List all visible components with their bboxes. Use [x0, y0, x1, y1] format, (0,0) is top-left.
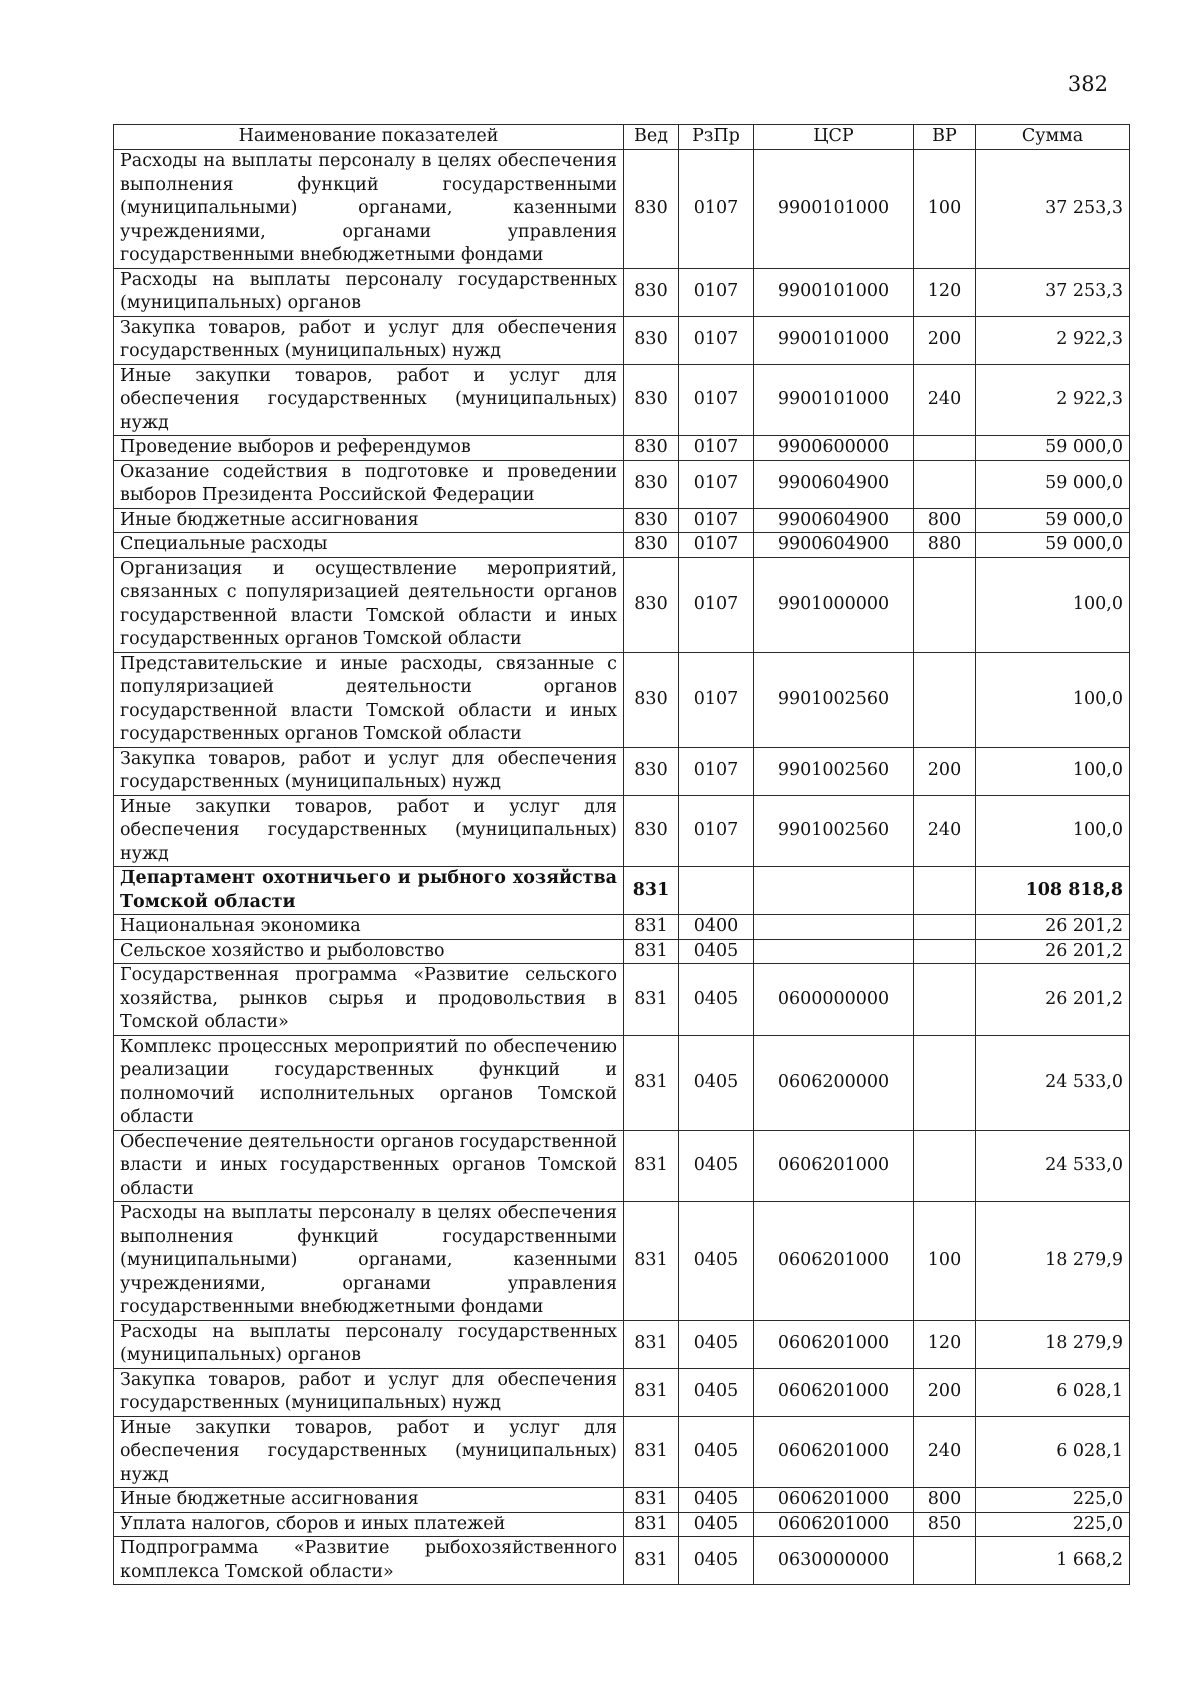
cell-sum: 59 000,0: [976, 533, 1130, 558]
cell-ved: 831: [624, 867, 679, 915]
cell-csr: 0630000000: [754, 1537, 914, 1585]
table-row: [114, 460, 1130, 508]
cell-csr: 9900101000: [754, 364, 914, 436]
cell-ved: 831: [624, 1035, 679, 1130]
header-row: [114, 125, 1130, 150]
cell-sum: 24 533,0: [976, 1130, 1130, 1202]
cell-ved: 831: [624, 1512, 679, 1537]
table-row: [114, 1320, 1130, 1368]
cell-vr: [914, 939, 976, 964]
table-row: [114, 557, 1130, 652]
cell-sum: 59 000,0: [976, 508, 1130, 533]
cell-csr: 9900101000: [754, 316, 914, 364]
table-row: [114, 1202, 1130, 1321]
cell-name: Иные бюджетные ассигнования: [114, 508, 624, 533]
cell-sum: 37 253,3: [976, 268, 1130, 316]
table-row: [114, 1512, 1130, 1537]
cell-vr: 850: [914, 1512, 976, 1537]
cell-vr: 240: [914, 795, 976, 867]
table-row: [114, 533, 1130, 558]
cell-name: Организация и осуществление мероприятий, связанных с популяризацией деятельности органов государственной власти Томской области и иных государственных органов Томской области: [114, 557, 624, 652]
cell-name: Расходы на выплаты персоналу государственных (муниципальных) органов: [114, 268, 624, 316]
cell-csr: 0606201000: [754, 1488, 914, 1513]
cell-vr: [914, 557, 976, 652]
cell-rzpr: 0107: [679, 533, 754, 558]
cell-rzpr: 0405: [679, 1488, 754, 1513]
cell-csr: 9900101000: [754, 268, 914, 316]
cell-csr: 9901002560: [754, 795, 914, 867]
cell-sum: 6 028,1: [976, 1368, 1130, 1416]
cell-rzpr: 0107: [679, 268, 754, 316]
cell-vr: [914, 1537, 976, 1585]
cell-sum: 37 253,3: [976, 150, 1130, 269]
cell-vr: 800: [914, 1488, 976, 1513]
table-row: [114, 915, 1130, 940]
cell-ved: 830: [624, 150, 679, 269]
cell-ved: 831: [624, 1488, 679, 1513]
cell-ved: 831: [624, 964, 679, 1036]
cell-vr: 200: [914, 316, 976, 364]
table-row: [114, 508, 1130, 533]
cell-ved: 831: [624, 1130, 679, 1202]
cell-rzpr: 0405: [679, 1537, 754, 1585]
cell-ved: 831: [624, 1320, 679, 1368]
cell-name: Национальная экономика: [114, 915, 624, 940]
cell-vr: [914, 1035, 976, 1130]
cell-name: Расходы на выплаты персоналу в целях обеспечения выполнения функций государственными (муниципальными) органами, казенными учреждениями, органами управления государственными внебюджетными фондами: [114, 150, 624, 269]
cell-vr: [914, 436, 976, 461]
cell-sum: 26 201,2: [976, 939, 1130, 964]
cell-csr: 9901000000: [754, 557, 914, 652]
header-ved: Вед: [624, 125, 679, 150]
header-sum: Сумма: [976, 125, 1130, 150]
cell-ved: 831: [624, 1368, 679, 1416]
cell-csr: 9901002560: [754, 652, 914, 747]
cell-vr: 120: [914, 1320, 976, 1368]
cell-name: Иные закупки товаров, работ и услуг для обеспечения государственных (муниципальных) нужд: [114, 795, 624, 867]
cell-name: Закупка товаров, работ и услуг для обеспечения государственных (муниципальных) нужд: [114, 316, 624, 364]
header-vr: ВР: [914, 125, 976, 150]
cell-ved: 831: [624, 1416, 679, 1488]
cell-csr: 9901002560: [754, 747, 914, 795]
cell-name: Иные закупки товаров, работ и услуг для обеспечения государственных (муниципальных) нужд: [114, 364, 624, 436]
cell-ved: 830: [624, 268, 679, 316]
cell-vr: 100: [914, 150, 976, 269]
table-row: [114, 1537, 1130, 1585]
budget-table: [113, 124, 1130, 1585]
cell-csr: 0606201000: [754, 1416, 914, 1488]
table-row: [114, 939, 1130, 964]
cell-rzpr: 0405: [679, 1368, 754, 1416]
cell-ved: 830: [624, 364, 679, 436]
cell-vr: 880: [914, 533, 976, 558]
cell-rzpr: 0405: [679, 964, 754, 1036]
cell-sum: 100,0: [976, 795, 1130, 867]
cell-vr: 100: [914, 1202, 976, 1321]
cell-ved: 830: [624, 316, 679, 364]
cell-name: Проведение выборов и референдумов: [114, 436, 624, 461]
cell-ved: 830: [624, 747, 679, 795]
cell-sum: 18 279,9: [976, 1202, 1130, 1321]
table-row: [114, 1488, 1130, 1513]
table-row: [114, 652, 1130, 747]
cell-ved: 830: [624, 557, 679, 652]
cell-rzpr: 0107: [679, 460, 754, 508]
cell-name: Обеспечение деятельности органов государственной власти и иных государственных органов Томской области: [114, 1130, 624, 1202]
cell-vr: [914, 915, 976, 940]
cell-csr: 0606201000: [754, 1368, 914, 1416]
cell-sum: 2 922,3: [976, 316, 1130, 364]
cell-rzpr: 0107: [679, 316, 754, 364]
table-row: [114, 1035, 1130, 1130]
cell-rzpr: 0405: [679, 1202, 754, 1321]
cell-rzpr: 0107: [679, 747, 754, 795]
table-row: [114, 364, 1130, 436]
table-row: [114, 268, 1130, 316]
cell-name: Государственная программа «Развитие сельского хозяйства, рынков сырья и продовольствия в Томской области»: [114, 964, 624, 1036]
cell-vr: [914, 867, 976, 915]
cell-name: Представительские и иные расходы, связанные с популяризацией деятельности органов государственной власти Томской области и иных государственных органов Томской области: [114, 652, 624, 747]
cell-name: Расходы на выплаты персоналу государственных (муниципальных) органов: [114, 1320, 624, 1368]
cell-sum: 6 028,1: [976, 1416, 1130, 1488]
table-row: [114, 747, 1130, 795]
cell-csr: 9900101000: [754, 150, 914, 269]
cell-rzpr: 0107: [679, 795, 754, 867]
header-csr: ЦСР: [754, 125, 914, 150]
cell-rzpr: 0405: [679, 1512, 754, 1537]
table-body: [114, 150, 1130, 1585]
cell-name: Подпрограмма «Развитие рыбохозяйственного комплекса Томской области»: [114, 1537, 624, 1585]
cell-sum: 225,0: [976, 1512, 1130, 1537]
cell-sum: 26 201,2: [976, 964, 1130, 1036]
table-row: [114, 150, 1130, 269]
cell-vr: 200: [914, 747, 976, 795]
cell-ved: 831: [624, 1537, 679, 1585]
cell-name: Иные закупки товаров, работ и услуг для обеспечения государственных (муниципальных) нужд: [114, 1416, 624, 1488]
cell-sum: 24 533,0: [976, 1035, 1130, 1130]
table-row: [114, 964, 1130, 1036]
header-name: Наименование показателей: [114, 125, 624, 150]
cell-name: Закупка товаров, работ и услуг для обеспечения государственных (муниципальных) нужд: [114, 1368, 624, 1416]
cell-vr: [914, 460, 976, 508]
table-row: [114, 1368, 1130, 1416]
cell-name: Департамент охотничьего и рыбного хозяйства Томской области: [114, 867, 624, 915]
cell-vr: [914, 1130, 976, 1202]
cell-ved: 830: [624, 460, 679, 508]
cell-rzpr: 0405: [679, 1130, 754, 1202]
cell-sum: 100,0: [976, 652, 1130, 747]
table-row: [114, 1130, 1130, 1202]
cell-csr: 0606201000: [754, 1202, 914, 1321]
cell-rzpr: 0405: [679, 939, 754, 964]
cell-ved: 830: [624, 533, 679, 558]
cell-ved: 831: [624, 1202, 679, 1321]
cell-csr: [754, 867, 914, 915]
cell-ved: 830: [624, 795, 679, 867]
table-row: [114, 795, 1130, 867]
cell-rzpr: 0400: [679, 915, 754, 940]
table-header: [114, 125, 1130, 150]
cell-rzpr: 0405: [679, 1416, 754, 1488]
cell-name: Уплата налогов, сборов и иных платежей: [114, 1512, 624, 1537]
cell-ved: 830: [624, 652, 679, 747]
cell-csr: 0606201000: [754, 1130, 914, 1202]
cell-csr: 0606201000: [754, 1512, 914, 1537]
cell-rzpr: 0405: [679, 1035, 754, 1130]
cell-vr: 200: [914, 1368, 976, 1416]
cell-ved: 831: [624, 939, 679, 964]
cell-csr: 9900604900: [754, 460, 914, 508]
table-row: [114, 316, 1130, 364]
cell-sum: 100,0: [976, 557, 1130, 652]
cell-vr: [914, 964, 976, 1036]
table-row: [114, 1416, 1130, 1488]
cell-vr: 240: [914, 1416, 976, 1488]
page-number: 382: [1067, 72, 1108, 96]
cell-rzpr: 0107: [679, 652, 754, 747]
cell-ved: 831: [624, 915, 679, 940]
cell-rzpr: 0405: [679, 1320, 754, 1368]
cell-rzpr: 0107: [679, 150, 754, 269]
cell-ved: 830: [624, 508, 679, 533]
cell-name: Специальные расходы: [114, 533, 624, 558]
cell-name: Расходы на выплаты персоналу в целях обеспечения выполнения функций государственными (муниципальными) органами, казенными учреждениями, органами управления государственными внебюджетными фондами: [114, 1202, 624, 1321]
cell-name: Закупка товаров, работ и услуг для обеспечения государственных (муниципальных) нужд: [114, 747, 624, 795]
cell-csr: 9900604900: [754, 508, 914, 533]
cell-csr: 9900604900: [754, 533, 914, 558]
table-row: [114, 867, 1130, 915]
cell-rzpr: 0107: [679, 508, 754, 533]
cell-csr: [754, 939, 914, 964]
cell-sum: 2 922,3: [976, 364, 1130, 436]
cell-vr: 800: [914, 508, 976, 533]
cell-sum: 1 668,2: [976, 1537, 1130, 1585]
cell-sum: 59 000,0: [976, 436, 1130, 461]
table-row: [114, 436, 1130, 461]
cell-ved: 830: [624, 436, 679, 461]
cell-rzpr: [679, 867, 754, 915]
cell-rzpr: 0107: [679, 557, 754, 652]
cell-name: Комплекс процессных мероприятий по обеспечению реализации государственных функций и полномочий исполнительных органов Томской области: [114, 1035, 624, 1130]
cell-name: Сельское хозяйство и рыболовство: [114, 939, 624, 964]
cell-vr: 120: [914, 268, 976, 316]
cell-name: Оказание содействия в подготовке и проведении выборов Президента Российской Федерации: [114, 460, 624, 508]
cell-sum: 18 279,9: [976, 1320, 1130, 1368]
cell-csr: 0606200000: [754, 1035, 914, 1130]
cell-csr: 9900600000: [754, 436, 914, 461]
cell-sum: 59 000,0: [976, 460, 1130, 508]
cell-sum: 26 201,2: [976, 915, 1130, 940]
cell-vr: 240: [914, 364, 976, 436]
header-rzpr: РзПр: [679, 125, 754, 150]
cell-rzpr: 0107: [679, 436, 754, 461]
cell-sum: 108 818,8: [976, 867, 1130, 915]
cell-csr: 0600000000: [754, 964, 914, 1036]
cell-csr: 0606201000: [754, 1320, 914, 1368]
cell-name: Иные бюджетные ассигнования: [114, 1488, 624, 1513]
cell-sum: 100,0: [976, 747, 1130, 795]
cell-sum: 225,0: [976, 1488, 1130, 1513]
cell-rzpr: 0107: [679, 364, 754, 436]
cell-csr: [754, 915, 914, 940]
cell-vr: [914, 652, 976, 747]
